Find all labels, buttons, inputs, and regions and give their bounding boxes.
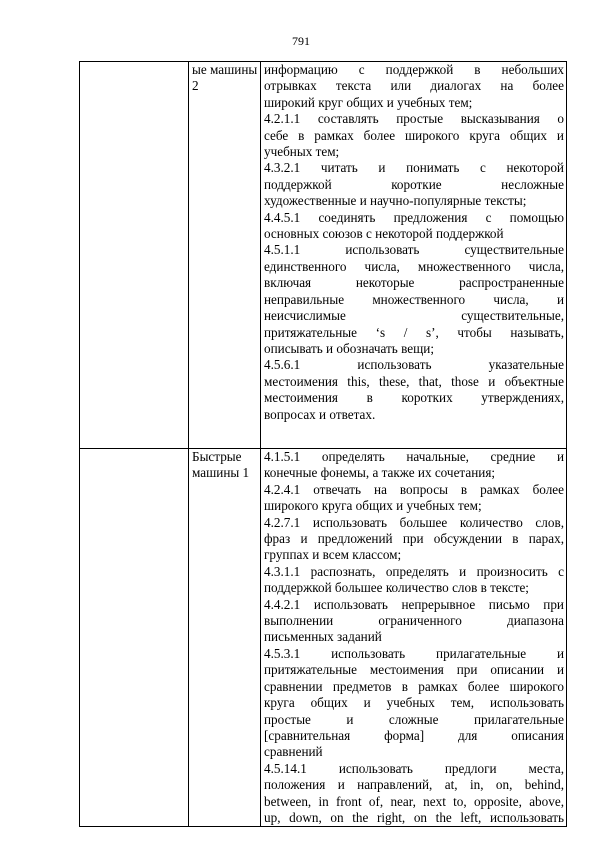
goal-text-line: конечные фонемы, а также их сочетания; <box>264 465 496 481</box>
curriculum-table <box>79 61 567 827</box>
goal-text-line: учебных тем; <box>264 144 340 160</box>
goal-text-line: поддержкой большее количество слов в тексте; <box>264 580 529 596</box>
goal-text-line: притяжательные местоимения при описании и <box>264 662 564 678</box>
goal-text-line: себе в рамках более широкого круга общих и <box>264 127 564 143</box>
goal-text-line: 4.1.5.1 определять начальные, средние и <box>264 449 564 464</box>
learning-goals-cell <box>261 62 567 449</box>
page-number: 791 <box>292 34 310 48</box>
goal-text-line: отрывках текста или диалогах на более <box>264 78 564 94</box>
goal-text-line: включая некоторые распространенные <box>264 275 564 291</box>
goal-text-line: up, down, on the right, on the left, использовать <box>264 809 564 825</box>
goal-text-line: притяжательные ‘s / s’, чтобы называть, <box>264 324 564 340</box>
group-label-cell: Быстрые машины 1 <box>189 449 261 827</box>
goal-text-line: основных союзов с некоторой поддержкой <box>264 226 504 242</box>
goal-text-line: сравнений <box>264 744 323 760</box>
goal-text-line: between, in front of, near, next to, opposite, above, <box>264 793 564 809</box>
goal-text-line: единственного числа, множественного числа, <box>264 258 564 274</box>
goal-text-line: описывать и обозначать вещи; <box>264 340 435 356</box>
goal-text-line: 4.2.4.1 отвечать на вопросы в рамках более <box>264 481 564 497</box>
goal-text-line: письменных заданий <box>264 629 382 645</box>
goal-text-line: 4.5.3.1 использовать прилагательные и <box>264 645 564 661</box>
goal-text-line: 4.2.1.1 составлять простые высказывания о <box>264 111 564 127</box>
goal-text-line: неправильные множественного числа, и <box>264 291 564 307</box>
goal-text-line: 4.5.14.1 использовать предлоги места, <box>264 760 564 776</box>
goal-text-line: поддержкой короткие несложные <box>264 176 564 192</box>
goal-text-line: неисчислимые существительные, <box>264 308 564 324</box>
table-row <box>80 449 567 827</box>
goal-text-line: 4.3.2.1 читать и понимать с некоторой <box>264 160 564 176</box>
goal-text-line: круга общих и учебных тем, использовать <box>264 695 564 711</box>
empty-cell <box>80 62 189 449</box>
goal-text-line: художественные и научно-популярные тексты; <box>264 193 527 209</box>
goal-text-line: выполнении ограниченного диапазона <box>264 613 564 629</box>
table-row <box>80 62 567 449</box>
goal-text-line: фраз и предложений при обсуждении в парах, <box>264 531 564 547</box>
goal-text-line: 4.2.7.1 использовать большее количество слов, <box>264 514 564 530</box>
group-label-cell: ые машины 2 <box>189 62 261 449</box>
goal-text-line: [сравнительная форма] для описания <box>264 727 564 743</box>
learning-goals-cell <box>261 449 567 827</box>
goal-text-line: 4.5.1.1 использовать существительные <box>264 242 564 258</box>
goal-text-line: группах и всем классом; <box>264 547 402 563</box>
goal-text-line: информацию с поддержкой в небольших <box>264 62 564 77</box>
empty-cell <box>80 449 189 827</box>
goal-text-line: местоимения this, these, that, those и объектные <box>264 373 564 389</box>
goal-text-line: вопросах и ответах. <box>264 406 376 422</box>
goal-text-line: 4.3.1.1 распознать, определять и произносить с <box>264 563 564 579</box>
goal-text-line: 4.5.6.1 использовать указательные <box>264 357 564 373</box>
goal-text-line: простые и сложные прилагательные <box>264 711 564 727</box>
goal-text-line: широкий круг общих и учебных тем; <box>264 94 473 110</box>
goal-text-line: широкого круга общих и учебных тем; <box>264 498 482 514</box>
goal-text-line: положения и направлений, at, in, on, behind, <box>264 777 564 793</box>
goal-text-line: 4.4.5.1 соединять предложения с помощью <box>264 209 564 225</box>
goal-text-line: местоимения в коротких утверждениях, <box>264 390 564 406</box>
goal-text-line: сравнении предметов в рамках более широкого <box>264 678 564 694</box>
goal-text-line: 4.4.2.1 использовать непрерывное письмо при <box>264 596 564 612</box>
